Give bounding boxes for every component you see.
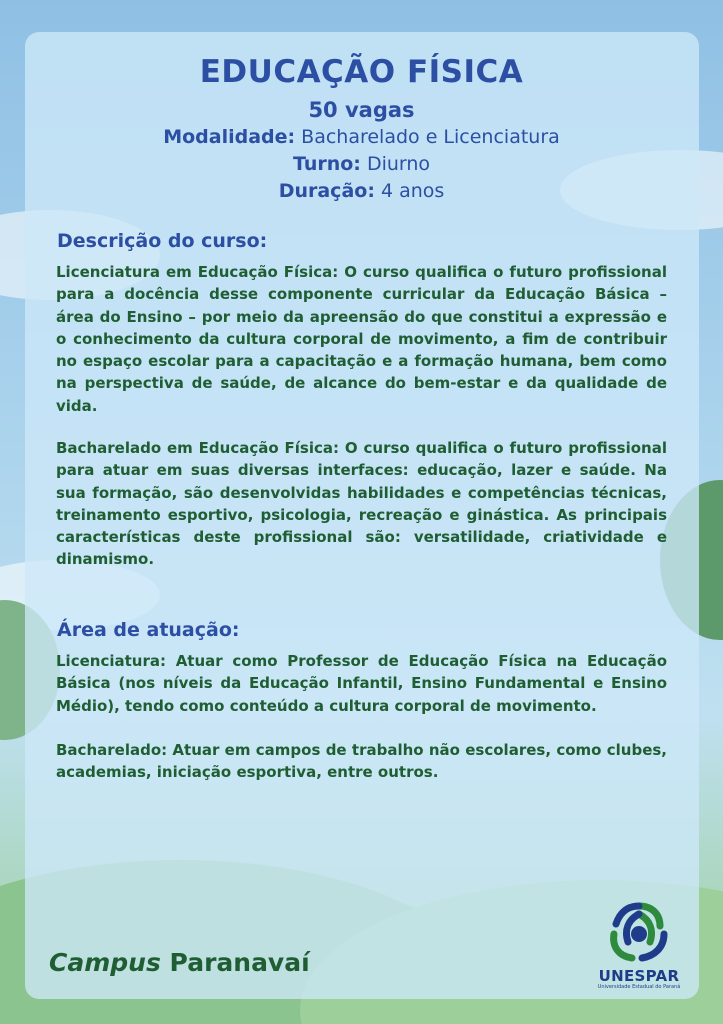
- duration-line: [0, 178, 723, 205]
- shift-label: Turno:: [292, 153, 361, 175]
- course-title: EDUCAÇÃO FÍSICA: [199, 54, 524, 90]
- shift-value: Diurno: [360, 153, 431, 175]
- campus-word: Campus: [49, 948, 161, 977]
- modality-value: Bacharelado e Licenciatura: [295, 126, 560, 148]
- bacharelado-description: Bacharelado em Educação Física: O curso qualifica o futuro profissional para atuar em suas diversas interfaces: educação, lazer e saúde. Na sua formação, são desenvolvidas habilidades e competências técnicas, treinamento esportivo, psicologia, recreação e ginástica. As principais características deste profissional são: versatilidade, criatividade e dinamismo.: [56, 439, 667, 569]
- licenciatura-career: Licenciatura: Atuar como Professor de Educação Física na Educação Básica (nos níveis da Educação Infantil, Ensino Fundamental e Ensino Médio), tendo como conteúdo a cultura corporal de movimento.: [56, 652, 667, 715]
- career-heading: Área de atuação:: [57, 619, 240, 641]
- modality-label: Modalidade:: [163, 126, 296, 148]
- unespar-emblem-icon: [602, 900, 676, 964]
- licenciatura-description: Licenciatura em Educação Física: O curso qualifica o futuro profissional para a docência desse componente curricular da Educação Básica – área do Ensino – por meio da apreensão do que constitui a expressão e o conhecimento da cultura corporal de movimento, a fim de contribuir no espaço escolar para a capacitação e a formação humana, bem como na perspectiva de saúde, de alcance do bem-estar e da qualidade de vida.: [56, 263, 667, 415]
- description-heading: Descrição do curso:: [57, 230, 268, 252]
- course-header: [0, 52, 723, 205]
- shift-line: [0, 151, 723, 178]
- modality-line: [0, 124, 723, 151]
- campus-label: [49, 948, 310, 977]
- unespar-logo: [594, 900, 684, 991]
- logo-name: UNESPAR: [598, 967, 680, 985]
- bacharelado-career: Bacharelado: Atuar em campos de trabalho não escolares, como clubes, academias, iniciação esportiva, entre outros.: [56, 741, 667, 782]
- duration-value: 4 anos: [374, 180, 445, 202]
- duration-label: Duração:: [278, 180, 375, 202]
- logo-subtitle: Universidade Estadual do Paraná: [597, 984, 681, 990]
- vacancies-count: 50 vagas: [308, 98, 415, 122]
- campus-name: Paranavaí: [160, 948, 310, 977]
